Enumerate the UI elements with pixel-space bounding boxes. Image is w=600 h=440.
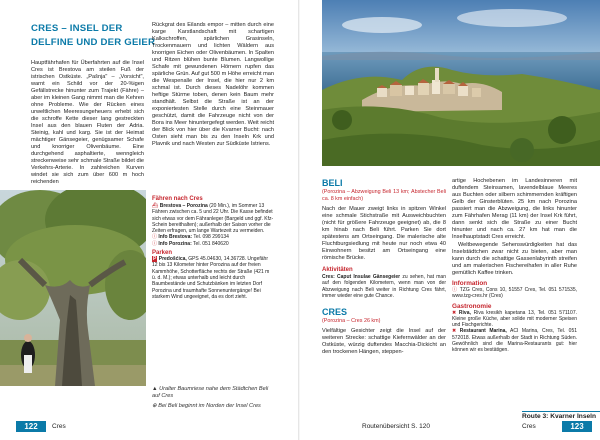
chapter-title: CRES – INSEL DER DELFINE UND DER GEIER [31, 23, 156, 48]
route-label: Route 3: Kvarner Inseln [522, 411, 600, 420]
left-footer-label: Cres [52, 423, 66, 430]
restaurant-icon: ✖ [452, 309, 457, 316]
photo-captions [152, 386, 274, 410]
caption-1-text: Uralter Baumriese nahe dem Städtchen Beli auf Cres [152, 386, 269, 399]
right-column-1 [322, 178, 446, 356]
route-text-2: Weltbewegende Sehenswürdigkeiten hat das Inselstädtchen zwar nicht zu bieten, aber man kann durch die schattige Gassenlabyrinth streifen und am malerischen Fischereihafen in aller Ruhe gemütlich Kaffee trinken. [452, 242, 577, 276]
gastro1-label: Riva, [458, 309, 471, 316]
gastro-item-2 [452, 328, 577, 353]
ferry-route: Brestova – Porozina [159, 203, 208, 209]
route-text: artige Hochebenen im Landesinneren mit duftendem Steinsamen, lavendelblaue Meeres aus Buchten oder silbern schimmernden kräftigen Gelb der Ginsterblüten. 25 km nach Porozina passiert man die Abzweigung, die links hinunter zum Fährhafen Merag (11 km) der Insel Krk führt, dann senkt sich die Straße zu einer Bucht hinunter und nach ca. 27 km hat man die Inselhauptstadt Cres erreicht. [452, 178, 577, 240]
routes-overview-link[interactable]: Routenübersicht S. 120 [362, 423, 430, 430]
caption-2 [152, 403, 274, 410]
ferry-details: (20 Min.), im Sommer 13 Fähren zwischen ca. 5 und 22 Uhr. Die Kasse befindet sich etwas vor dem Fähranleger (Bargeld und ggf. Kfz-Schein bereithalten); außerhalb der Saison vorher die Zeiten erfragen, um lange Wartezeit zu vermeiden. [152, 203, 274, 235]
right-page-number: 123 [562, 421, 592, 432]
caption-1 [152, 386, 274, 400]
caption-globe-icon: ⊕ [152, 403, 157, 409]
parking-text [152, 256, 274, 300]
info-porozina-phone: Tel. 051 840620 [191, 240, 229, 247]
activity-text [322, 274, 446, 299]
info-icon: ⓘ [452, 287, 458, 293]
activity-details: zu sehen, hat man auf den folgenden Kilometern, wenn man von der Abzweigung nach Beli weiter in Richtung Cres fährt, immer wieder eine gute Chance. [322, 274, 446, 299]
right-footer-label: Cres [522, 423, 536, 430]
right-column-2 [452, 178, 577, 354]
gastro2-details: ACI Marina, Cres, Tel. 051 572018. Etwas außerhalb der Stadt in Richtung Süden. Gewöhnlich sind die Marina-Restaurants gut: hier können wir es bestätigen. [452, 328, 578, 354]
info-porozina [152, 241, 274, 247]
gastro-item-1 [452, 310, 577, 329]
info-box [452, 280, 577, 354]
cres-text: Vielfältige Gesichter zeigt die Insel auf der weiteren Strecke: schattige Kiefernwälder an der Ostküste, würzig duftendes Macchia-Dickicht an den trockenen Hängen, steppen- [322, 328, 446, 356]
parking-details: Ungefähr 12 bis 13 Kilometer hinter Porozina auf der freien Kammhöhe, Schotterfläche rechts der Straße (421 m ü. d. M.); etwas unterhalb und leicht durch Baumbestände und Schutzbänken im letzten Dorf Porozina und traumhafte Sonnenuntergänge! Bei starkem Wind ungeeignet, da es dort zieht. [152, 256, 270, 300]
ferry-title: Fähren nach Cres [152, 196, 203, 202]
parking-icon: P [153, 256, 157, 263]
caption-arrow-icon: ▲ [152, 386, 158, 392]
beli-text: Nach der Mauer zweigt links in spitzen Winkel eine schmale Stichstraße mit Ausweichbuchten (nicht für größere Fahrzeuge geeignet) ab, die 8 km hinab nach Beli führt. Parken Sie dort spätestens am Ortseingang. Die malerische alte Fluchtburgsiedlung mit heute nur noch etwa 40 Einwohnern besitzt am Ortseingang eine römische Brücke. [322, 206, 446, 261]
parking-title: Parken [152, 250, 173, 257]
ferry-info-box [152, 196, 274, 300]
gastro-title: Gastronomie [452, 302, 492, 310]
info-details: TZG Cres, Cons 10, 51557 Cres, Tel. 051 571535, www.tzg-cres.hr (Cres) [452, 287, 577, 300]
caption-2-text: Bei Beli beginnt im Norden der Insel Cres [158, 403, 261, 409]
restaurant-icon: ✖ [452, 328, 457, 335]
intro-text-1: Hauptfährhafen für Überfahrten auf die Insel Cres ist Brestova am steilen Fuß der istrischen Ostküste. „Pašnja" – „Vorsicht", warnt ein Schild vor der 20-%igen Gefällstrecke hinunter zum Trajekt (Fähre) – aber im kleinen Gang nimmt man die Kehren ohne Probleme. Wie der Rücken eines urweltlichen Meeresungeheuers erhebt sich die schroffe Kette dieser lang gestreckten Insel aus den blauen Fluten der Adria. Steinig, kahl und karg. Sie ist der Heimat mächtiger Gänsegeier, genügsamer Schafe und knorriger Olivenbäume. Eine durchgehend asphaltierte, wenngleich streckenweise sehr schmale Straße bildet die Verkehrs-Arterie. In zahlreichen Kurven windet sie sich zum über 600 m hoch reichenden [31, 60, 144, 185]
info-icon: ⓘ [152, 240, 158, 247]
beli-subtitle: (Porozina – Abzweigung Beli 13 km; Abstecher Beli ca. 8 km einfach) [322, 189, 446, 202]
info-text [452, 287, 577, 300]
parking-gps: GPS 45.04630, 14.36728. [186, 256, 247, 263]
cres-title: CRES [322, 307, 348, 318]
beli-village-photo [322, 0, 600, 166]
parking-label: Predošćica, [158, 256, 187, 263]
cres-subtitle: (Porozina – Cres 26 km) [322, 318, 381, 325]
activity-title: Aktivitäten [322, 267, 353, 273]
info-brestova-label: Info Brestova: [158, 234, 193, 241]
info-brestova-phone: Tel. 098 299134 [192, 234, 229, 241]
beli-title: BELI [322, 178, 343, 188]
intro-text-2: Rückgrat des Eilands empor – mitten durch eine karge Karstlandschaft mit schartigen Kalkschroffen, spärlichen Grasinseln, Trockenmauern und lichten Wäldern aus knorrigen Eichen oder Olivenbäumen. In Spalten und Ritzen blühen bunte Blumen. Langwollige Schafe mit gewundenen Hörnern rupfen das spärliche Grün. Auf gut 500 m Höhe erreicht man die Wespenalle der Insel, die hier nur 2 km schmal ist. Durch dieses Nadelöhr kommen heftige Stürme toben, denen kein Baum mehr standhält. Selbst die Straße ist an der exponiertesten Stelle durch eine Steinmauer geschützt, damit die Fahrzeuge nicht von der Bora ins Meer hinuntergefegt werden. Weit reicht der Blick von hier über die Kvarner Bucht: nach Osten sieht man bis zu den Inseln Krk und Plavnik und nach Westen zur Südküste Istriens. [152, 22, 274, 147]
right-page [300, 0, 600, 440]
info-title: Information [452, 280, 488, 287]
info-icon: ⓘ [152, 234, 158, 241]
info-porozina-label: Info Porozina: [158, 240, 192, 247]
intro-column-2 [152, 22, 274, 148]
ship-icon: ⛴ [152, 203, 159, 209]
gastro1-details: Riva kresikh kapetana 13, Tel. 051 571107. Kleine große Küche, aber solide mit moderner Speisen und Fischgerichte. [452, 309, 577, 329]
activity-label: Cres: Caput Insulae Gänsegeier [322, 274, 401, 280]
intro-column-1 [31, 60, 144, 186]
gastro2-label: Restaurant Marina, [459, 328, 507, 335]
left-page-number: 122 [16, 421, 46, 432]
activity-box [322, 267, 446, 299]
tree-photo [0, 190, 146, 386]
ferry-text [152, 203, 274, 234]
